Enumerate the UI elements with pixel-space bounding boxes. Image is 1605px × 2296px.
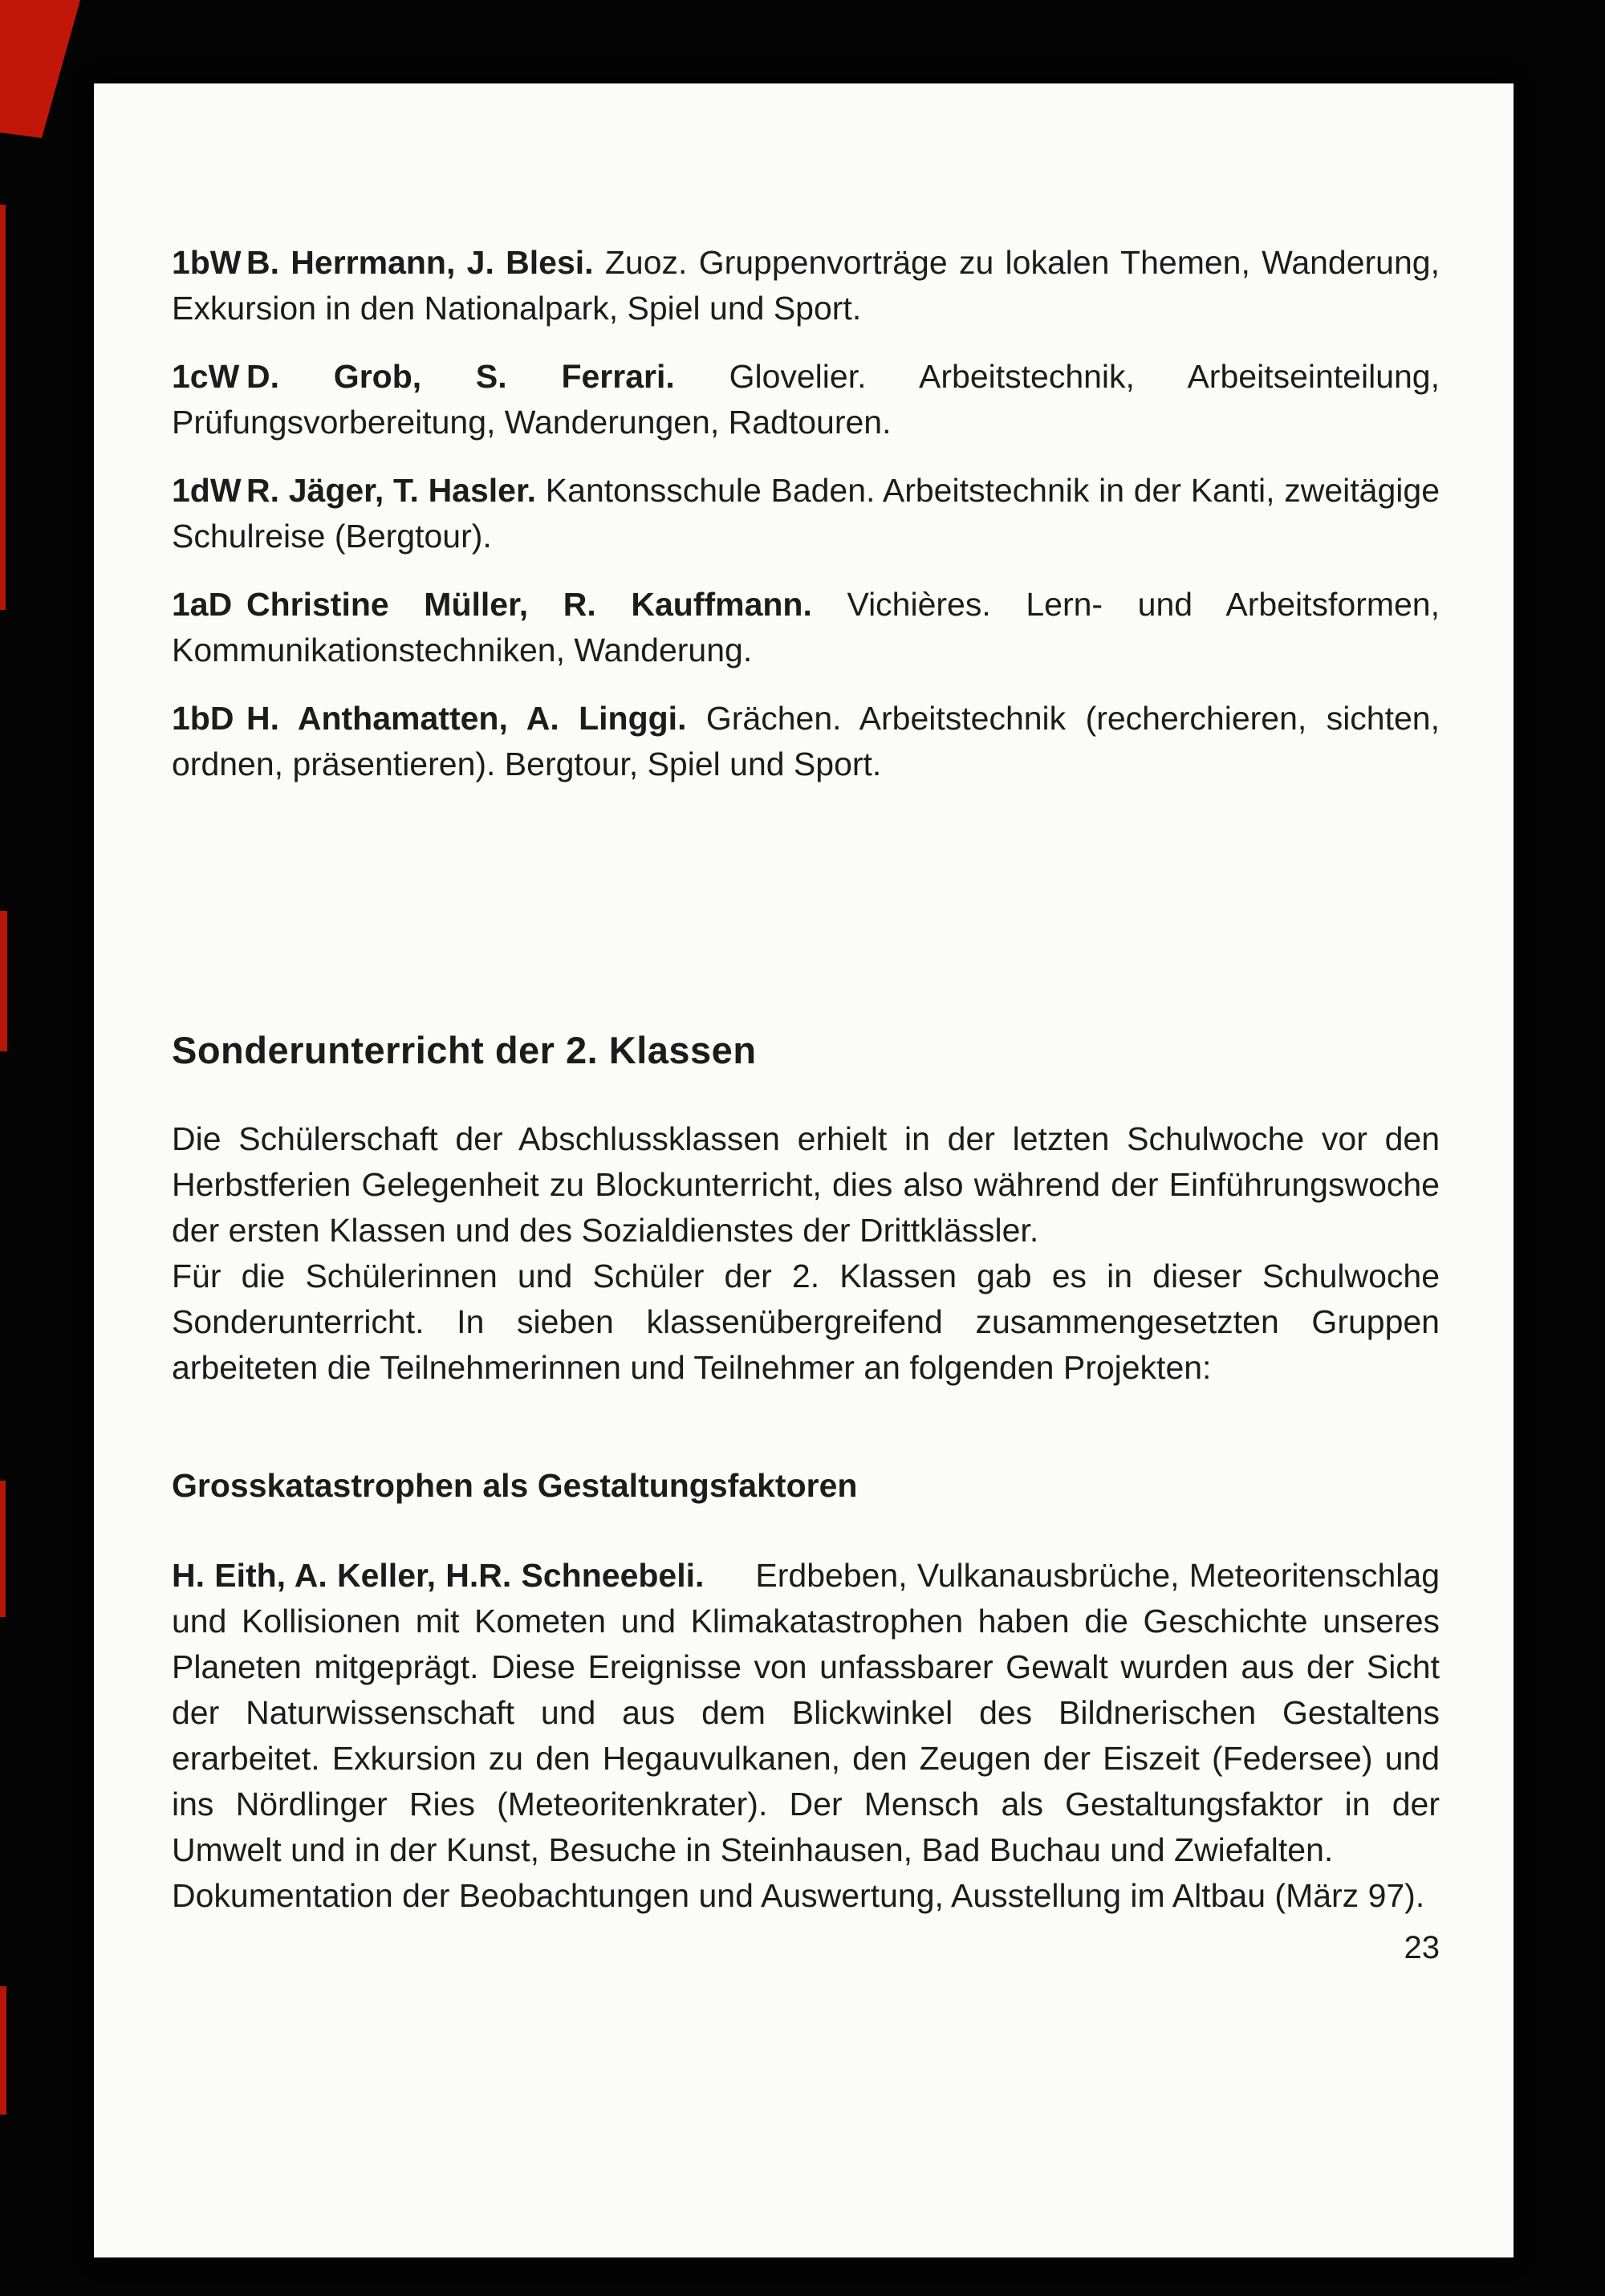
class-description: Glovelier. Arbeitstechnik, Arbeitseinteilung, Prüfungsvorbereitung, Wanderungen, Radtouren. bbox=[172, 358, 1440, 441]
class-code: 1bW bbox=[172, 244, 242, 281]
class-description: Vichières. Lern- und Arbeitsformen, Kommunikationstechniken, Wanderung. bbox=[172, 586, 1440, 668]
class-teachers: H. Anthamatten, A. Linggi. bbox=[246, 700, 687, 737]
class-teachers: Christine Müller, R. Kauffmann. bbox=[246, 586, 812, 623]
class-teachers: D. Grob, S. Ferrari. bbox=[246, 358, 675, 395]
section-title: Sonderunterricht der 2. Klassen bbox=[172, 1029, 757, 1071]
project-note: Dokumentation der Beobachtungen und Auswertung, Ausstellung im Altbau (März 97). bbox=[172, 1877, 1425, 1914]
class-code: 1dW bbox=[172, 472, 242, 509]
class-entry bbox=[172, 582, 1440, 673]
project-description: Erdbeben, Vulkanausbrüche, Meteoritenschlag und Kollisionen mit Kometen und Klimakatastrophen haben die Geschichte unseres Planeten mitgeprägt. Diese Ereignisse von unfassbarer Gewalt wurden aus der Sicht der Naturwissenschaft und aus dem Blickwinkel des Bildnerischen Gestaltens erarbeitet. Exkursion zu den Hegauvulkanen, den Zeugen der Eiszeit (Federsee) und ins Nördlinger Ries (Meteoritenkrater). Der Mensch als Gestaltungsfaktor in der Umwelt und in der Kunst, Besuche in Steinhausen, Bad Buchau und Zwiefalten. bbox=[172, 1557, 1440, 1868]
class-entry bbox=[172, 240, 1440, 331]
class-code: 1cW bbox=[172, 358, 240, 395]
scan-edge-red-accent bbox=[0, 205, 6, 610]
project-title: Grosskatastrophen als Gestaltungsfaktoren bbox=[172, 1467, 858, 1504]
project-paragraph bbox=[172, 1553, 1440, 1873]
project-authors: H. Eith, A. Keller, H.R. Schneebeli. bbox=[172, 1557, 705, 1594]
class-code: 1aD bbox=[172, 586, 233, 623]
page-number: 23 bbox=[1404, 1930, 1440, 1965]
section-paragraph: Für die Schülerinnen und Schüler der 2. Klassen gab es in dieser Schulwoche Sonderunterricht. In sieben klassenübergreifend zusammengesetzten Gruppen arbeiteten die Teilnehmerinnen und Teilnehmer an folgenden Projekten: bbox=[172, 1258, 1440, 1386]
class-entry bbox=[172, 468, 1440, 559]
scan-edge-red-accent bbox=[0, 1481, 6, 1617]
class-teachers: B. Herrmann, J. Blesi. bbox=[246, 244, 594, 281]
scan-edge-red-accent bbox=[0, 1986, 6, 2115]
scan-edge-red-accent bbox=[0, 911, 7, 1051]
class-description: Zuoz. Gruppenvorträge zu lokalen Themen, Wanderung, Exkursion in den Nationalpark, Spiel und Sport. bbox=[172, 244, 1440, 327]
class-entry bbox=[172, 696, 1440, 787]
class-teachers: R. Jäger, T. Hasler. bbox=[246, 472, 537, 509]
section-paragraph: Die Schülerschaft der Abschlussklassen erhielt in der letzten Schulwoche vor den Herbstferien Gelegenheit zu Blockunterricht, dies also während der Einführungswoche der ersten Klassen und des Sozialdienstes der Drittklässler. bbox=[172, 1120, 1440, 1249]
class-code: 1bD bbox=[172, 700, 234, 737]
class-description: Kantonsschule Baden. Arbeitstechnik in der Kanti, zweitägige Schulreise (Bergtour). bbox=[172, 472, 1440, 555]
document-page bbox=[94, 83, 1514, 2257]
scan-edge-red-corner bbox=[0, 0, 80, 138]
class-entry bbox=[172, 354, 1440, 445]
class-description: Grächen. Arbeitstechnik (recherchieren, sichten, ordnen, präsentieren). Bergtour, Spiel und Sport. bbox=[172, 700, 1440, 782]
